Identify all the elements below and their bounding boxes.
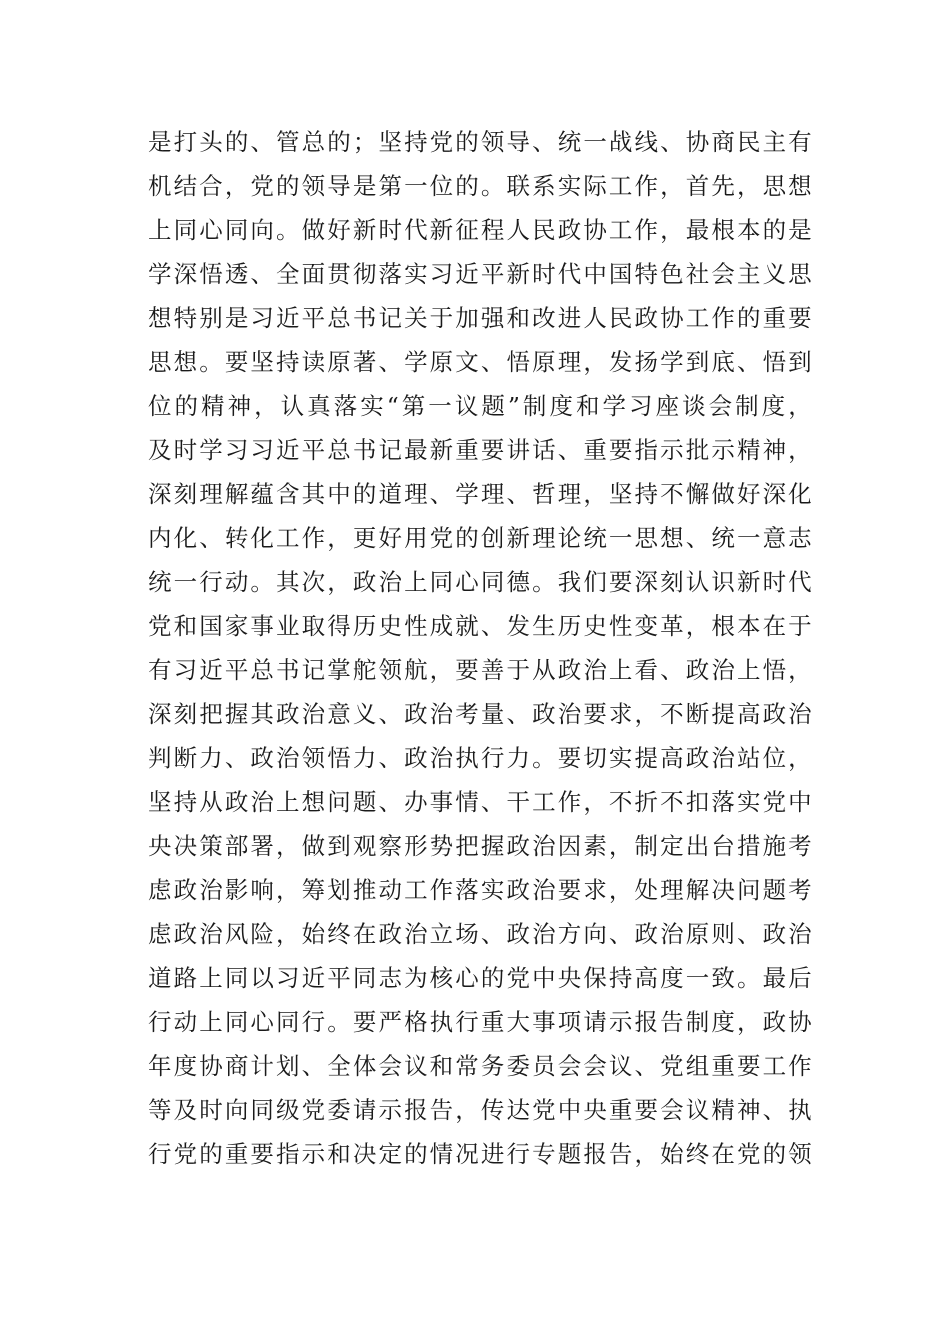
text-line: 年度协商计划、全体会议和常务委员会会议、党组重要工作 bbox=[148, 1052, 812, 1080]
text-line: 判断力、政治领悟力、政治执行力。要切实提高政治站位， bbox=[148, 744, 812, 772]
text-line: 党和国家事业取得历史性成就、发生历史性变革，根本在于 bbox=[148, 612, 812, 640]
body-paragraph bbox=[148, 120, 812, 1176]
text-line: 深刻理解蕴含其中的道理、学理、哲理，坚持不懈做好深化 bbox=[148, 480, 812, 508]
text-line: 行党的重要指示和决定的情况进行专题报告，始终在党的领 bbox=[148, 1140, 812, 1168]
text-line: 道路上同以习近平同志为核心的党中央保持高度一致。最后 bbox=[148, 964, 812, 992]
text-line: 机结合，党的领导是第一位的。联系实际工作，首先，思想 bbox=[148, 172, 812, 200]
text-line: 等及时向同级党委请示报告，传达党中央重要会议精神、执 bbox=[148, 1096, 812, 1124]
text-line: 思想。要坚持读原著、学原文、悟原理，发扬学到底、悟到 bbox=[148, 348, 812, 376]
text-line: 虑政治风险，始终在政治立场、政治方向、政治原则、政治 bbox=[148, 920, 812, 948]
text-line: 上同心同向。做好新时代新征程人民政协工作，最根本的是 bbox=[148, 216, 812, 244]
text-line: 深刻把握其政治意义、政治考量、政治要求，不断提高政治 bbox=[148, 700, 812, 728]
text-line: 位的精神，认真落实“第一议题”制度和学习座谈会制度， bbox=[148, 392, 812, 420]
text-line: 虑政治影响，筹划推动工作落实政治要求，处理解决问题考 bbox=[148, 876, 812, 904]
text-line: 想特别是习近平总书记关于加强和改进人民政协工作的重要 bbox=[148, 304, 812, 332]
text-line: 统一行动。其次，政治上同心同德。我们要深刻认识新时代 bbox=[148, 568, 812, 596]
text-line: 央决策部署，做到观察形势把握政治因素，制定出台措施考 bbox=[148, 832, 812, 860]
text-line: 及时学习习近平总书记最新重要讲话、重要指示批示精神， bbox=[148, 436, 812, 464]
text-line: 学深悟透、全面贯彻落实习近平新时代中国特色社会主义思 bbox=[148, 260, 812, 288]
text-line: 坚持从政治上想问题、办事情、干工作，不折不扣落实党中 bbox=[148, 788, 812, 816]
text-line: 行动上同心同行。要严格执行重大事项请示报告制度，政协 bbox=[148, 1008, 812, 1036]
text-line: 有习近平总书记掌舵领航，要善于从政治上看、政治上悟， bbox=[148, 656, 812, 684]
text-line: 是打头的、管总的；坚持党的领导、统一战线、协商民主有 bbox=[148, 128, 812, 156]
text-line: 内化、转化工作，更好用党的创新理论统一思想、统一意志 bbox=[148, 524, 812, 552]
